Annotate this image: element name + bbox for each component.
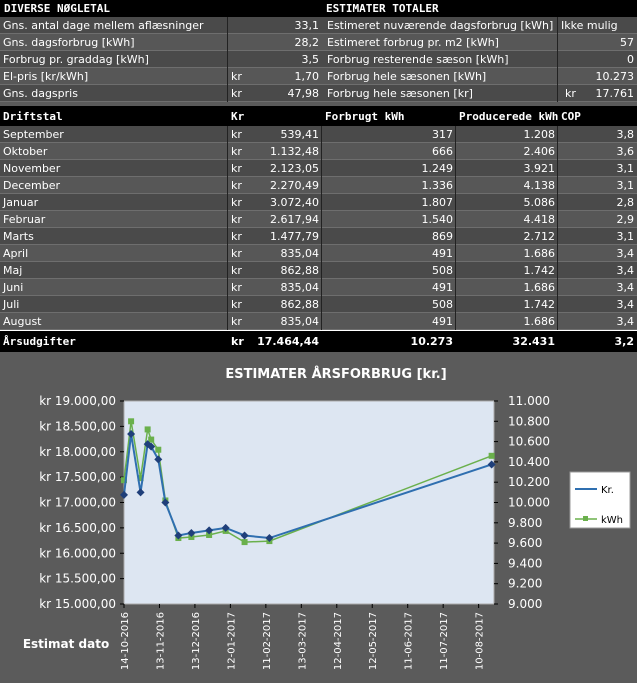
divider bbox=[227, 68, 228, 85]
divider bbox=[557, 85, 558, 102]
month-cell: Juli bbox=[3, 298, 20, 311]
divider bbox=[557, 194, 558, 211]
diverse-value: 33,1 bbox=[294, 19, 319, 32]
x-tick-label: 13-11-2016 bbox=[155, 612, 167, 671]
kwh-cell: 491 bbox=[432, 247, 453, 260]
unit-cell: kr bbox=[231, 179, 242, 192]
y-right-tick-label: 9.600 bbox=[508, 536, 543, 551]
estimater-label: Forbrug hele sæsonen [kr] bbox=[327, 87, 473, 100]
cop-cell: 3,4 bbox=[616, 281, 634, 294]
diverse-value: 28,2 bbox=[294, 36, 319, 49]
prod-cell: 4.418 bbox=[523, 213, 555, 226]
kwh-cell: 1.540 bbox=[421, 213, 453, 226]
month-cell: Maj bbox=[3, 264, 23, 277]
y-left-tick-label: kr 18.000,00 bbox=[39, 444, 116, 459]
y-right-tick-label: 10.600 bbox=[508, 434, 550, 449]
estimater-value: Ikke mulig bbox=[561, 19, 618, 32]
x-tick-label: 13-03-2017 bbox=[297, 612, 309, 671]
divider bbox=[455, 279, 456, 296]
month-cell: August bbox=[3, 315, 42, 328]
x-tick-label: 11-02-2017 bbox=[261, 612, 273, 671]
y-right-tick-label: 9.200 bbox=[508, 576, 543, 591]
divider bbox=[227, 194, 228, 211]
y-right-tick-label: 10.800 bbox=[508, 414, 550, 429]
kwh-cell: 1.336 bbox=[421, 179, 453, 192]
estimater-label: Estimeret nuværende dagsforbrug [kWh] bbox=[327, 19, 554, 32]
unit-cell: kr bbox=[231, 213, 242, 226]
divider bbox=[227, 245, 228, 262]
divider bbox=[227, 313, 228, 330]
month-cell: Februar bbox=[3, 213, 46, 226]
kr-cell: 835,04 bbox=[280, 281, 319, 294]
y-right-tick-label: 10.400 bbox=[508, 454, 550, 469]
cop-cell: 3,1 bbox=[616, 230, 634, 243]
divider bbox=[557, 17, 558, 34]
y-left-tick-label: kr 17.000,00 bbox=[39, 495, 116, 510]
kr-cell: 539,41 bbox=[280, 128, 319, 141]
estimater-label: Forbrug hele sæsonen [kWh] bbox=[327, 70, 487, 83]
cop-cell: 3,1 bbox=[616, 179, 634, 192]
table-row bbox=[0, 177, 637, 194]
month-cell: Oktober bbox=[3, 145, 48, 158]
divider bbox=[557, 279, 558, 296]
diverse-value: 47,98 bbox=[287, 87, 319, 100]
total-label: Årsudgifter bbox=[3, 335, 76, 348]
divider bbox=[227, 262, 228, 279]
divider bbox=[321, 143, 322, 160]
x-axis bbox=[120, 604, 486, 670]
divider bbox=[455, 160, 456, 177]
divider bbox=[557, 160, 558, 177]
y-left-tick-label: kr 15.500,00 bbox=[39, 571, 116, 586]
divider bbox=[321, 262, 322, 279]
legend-kwh-label: kWh bbox=[601, 515, 624, 526]
divider bbox=[321, 126, 322, 143]
kwh-cell: 869 bbox=[432, 230, 453, 243]
x-tick-label: 11-07-2017 bbox=[439, 612, 451, 671]
kwh-cell: 666 bbox=[432, 145, 453, 158]
kr-cell: 862,88 bbox=[280, 298, 319, 311]
estimater-value: 17.761 bbox=[595, 87, 634, 100]
cop-cell: 3,4 bbox=[616, 315, 634, 328]
table-row bbox=[0, 143, 637, 160]
divider bbox=[455, 296, 456, 313]
prod-cell: 3.921 bbox=[523, 162, 555, 175]
diverse-label: Gns. dagspris bbox=[3, 87, 78, 100]
diverse-row bbox=[0, 68, 322, 85]
unit-cell: kr bbox=[231, 264, 242, 277]
month-cell: November bbox=[3, 162, 61, 175]
y-left-tick-label: kr 19.000,00 bbox=[39, 394, 116, 408]
y-right-tick-label: 10.000 bbox=[508, 495, 550, 510]
prod-cell: 4.138 bbox=[523, 179, 555, 192]
table-row bbox=[0, 160, 637, 177]
estimater-row bbox=[322, 51, 637, 68]
y-left-tick-label: kr 15.000,00 bbox=[39, 597, 116, 611]
diverse-unit: kr bbox=[231, 87, 242, 100]
total-row bbox=[0, 330, 637, 352]
col-header-driftstal: Driftstal bbox=[3, 110, 63, 123]
diverse-label: Gns. antal dage mellem aflæsninger bbox=[3, 19, 204, 32]
unit-cell: kr bbox=[231, 315, 242, 328]
col-header-kr: Kr bbox=[231, 110, 245, 123]
diverse-unit bbox=[228, 34, 252, 51]
divider bbox=[227, 177, 228, 194]
divider bbox=[227, 34, 228, 51]
divider bbox=[557, 245, 558, 262]
divider bbox=[227, 126, 228, 143]
kwh-cell: 508 bbox=[432, 264, 453, 277]
kwh-cell: 1.807 bbox=[421, 196, 453, 209]
divider bbox=[455, 126, 456, 143]
unit-cell: kr bbox=[231, 281, 242, 294]
kr-cell: 835,04 bbox=[280, 315, 319, 328]
divider bbox=[321, 228, 322, 245]
diverse-label: Forbrug pr. graddag [kWh] bbox=[3, 53, 149, 66]
diverse-unit bbox=[228, 17, 252, 34]
prod-cell: 5.086 bbox=[523, 196, 555, 209]
unit-cell: kr bbox=[231, 230, 242, 243]
divider bbox=[557, 143, 558, 160]
divider bbox=[557, 126, 558, 143]
kr-cell: 2.270,49 bbox=[270, 179, 319, 192]
cop-cell: 2,8 bbox=[616, 196, 634, 209]
month-cell: December bbox=[3, 179, 61, 192]
divider bbox=[227, 296, 228, 313]
month-cell: Januar bbox=[3, 196, 39, 209]
unit-cell: kr bbox=[231, 128, 242, 141]
diverse-label: Gns. dagsforbrug [kWh] bbox=[3, 36, 135, 49]
estimater-unit: kr bbox=[565, 87, 576, 100]
month-cell: September bbox=[3, 128, 64, 141]
total-prod: 32.431 bbox=[512, 335, 555, 348]
x-tick-label: 14-10-2016 bbox=[120, 612, 131, 671]
unit-cell: kr bbox=[231, 298, 242, 311]
x-tick-label: 11-06-2017 bbox=[403, 612, 415, 671]
series-kwh-point bbox=[145, 426, 151, 432]
kr-cell: 862,88 bbox=[280, 264, 319, 277]
diverse-unit: kr bbox=[231, 70, 242, 83]
cop-cell: 3,4 bbox=[616, 247, 634, 260]
kr-cell: 835,04 bbox=[280, 247, 319, 260]
divider bbox=[227, 228, 228, 245]
diverse-header: DIVERSE NØGLETAL bbox=[0, 0, 322, 17]
table-row bbox=[0, 211, 637, 228]
divider bbox=[455, 194, 456, 211]
kwh-cell: 491 bbox=[432, 315, 453, 328]
table-row bbox=[0, 245, 637, 262]
diverse-unit bbox=[228, 51, 252, 68]
prod-cell: 2.406 bbox=[523, 145, 555, 158]
divider bbox=[321, 177, 322, 194]
prod-cell: 1.742 bbox=[523, 264, 555, 277]
divider bbox=[557, 296, 558, 313]
series-kwh-point bbox=[242, 539, 248, 545]
kr-cell: 1.477,79 bbox=[270, 230, 319, 243]
divider bbox=[455, 245, 456, 262]
table-row bbox=[0, 194, 637, 211]
estimater-row bbox=[322, 85, 637, 102]
divider bbox=[227, 85, 228, 102]
table-row bbox=[0, 296, 637, 313]
x-tick-label: 10-08-2017 bbox=[474, 612, 486, 671]
x-tick-label: 12-04-2017 bbox=[332, 612, 344, 671]
prod-cell: 1.686 bbox=[523, 315, 555, 328]
divider bbox=[321, 211, 322, 228]
total-kwh: 10.273 bbox=[410, 335, 453, 348]
series-kwh-point bbox=[489, 453, 495, 459]
y-right-tick-label: 9.000 bbox=[508, 597, 543, 611]
prod-cell: 1.686 bbox=[523, 281, 555, 294]
divider bbox=[321, 245, 322, 262]
divider bbox=[557, 177, 558, 194]
table-row bbox=[0, 228, 637, 245]
unit-cell: kr bbox=[231, 196, 242, 209]
estimater-header: ESTIMATER TOTALER bbox=[322, 0, 637, 17]
chart-svg bbox=[0, 352, 637, 680]
estimater-label: Estimeret forbrug pr. m2 [kWh] bbox=[327, 36, 499, 49]
y-right-axis bbox=[494, 394, 550, 611]
y-right-tick-label: 11.000 bbox=[508, 394, 550, 408]
month-cell: April bbox=[3, 247, 29, 260]
diverse-label: El-pris [kr/kWh] bbox=[3, 70, 89, 83]
divider bbox=[321, 160, 322, 177]
series-kwh-point bbox=[128, 418, 134, 424]
kwh-cell: 317 bbox=[432, 128, 453, 141]
legend-kr-label: Kr. bbox=[601, 485, 614, 496]
y-right-tick-label: 9.800 bbox=[508, 515, 543, 530]
estimater-value: 10.273 bbox=[595, 70, 634, 83]
table-row bbox=[0, 262, 637, 279]
unit-cell: kr bbox=[231, 162, 242, 175]
x-tick-label: 12-01-2017 bbox=[226, 612, 238, 671]
table-row bbox=[0, 279, 637, 296]
kr-cell: 1.132,48 bbox=[270, 145, 319, 158]
diverse-row bbox=[0, 85, 322, 102]
diverse-value: 1,70 bbox=[294, 70, 319, 83]
estimater-value: 57 bbox=[620, 36, 634, 49]
month-cell: Juni bbox=[3, 281, 24, 294]
divider bbox=[557, 211, 558, 228]
divider bbox=[557, 51, 558, 68]
unit-cell: kr bbox=[231, 247, 242, 260]
unit-cell: kr bbox=[231, 145, 242, 158]
diverse-row bbox=[0, 51, 322, 68]
divider bbox=[455, 262, 456, 279]
table-row bbox=[0, 313, 637, 330]
kwh-cell: 508 bbox=[432, 298, 453, 311]
cop-cell: 2,9 bbox=[616, 213, 634, 226]
total-kr: 17.464,44 bbox=[257, 335, 319, 348]
divider bbox=[321, 279, 322, 296]
prod-cell: 2.712 bbox=[523, 230, 555, 243]
estimater-row bbox=[322, 68, 637, 85]
y-left-tick-label: kr 17.500,00 bbox=[39, 470, 116, 485]
divider bbox=[557, 34, 558, 51]
kr-cell: 3.072,40 bbox=[270, 196, 319, 209]
x-tick-label: 13-12-2016 bbox=[190, 612, 202, 671]
y-left-tick-label: kr 16.000,00 bbox=[39, 546, 116, 561]
table-row bbox=[0, 126, 637, 143]
kwh-cell: 491 bbox=[432, 281, 453, 294]
cop-cell: 3,4 bbox=[616, 264, 634, 277]
y-left-tick-label: kr 18.500,00 bbox=[39, 419, 116, 434]
diverse-row bbox=[0, 34, 322, 51]
divider bbox=[557, 313, 558, 330]
total-cop: 3,2 bbox=[614, 335, 634, 348]
legend-kwh-marker bbox=[583, 516, 588, 521]
estimater-row bbox=[322, 17, 637, 34]
diverse-value: 3,5 bbox=[301, 53, 319, 66]
prod-cell: 1.686 bbox=[523, 247, 555, 260]
y-left-axis bbox=[39, 394, 124, 611]
x-tick-label: 12-05-2017 bbox=[368, 612, 380, 671]
cop-cell: 3,8 bbox=[616, 128, 634, 141]
divider bbox=[455, 228, 456, 245]
cop-cell: 3,1 bbox=[616, 162, 634, 175]
series-kwh-point bbox=[155, 447, 161, 453]
divider bbox=[557, 228, 558, 245]
col-header-forbrugt: Forbrugt kWh bbox=[325, 110, 405, 123]
estimater-value: 0 bbox=[627, 53, 634, 66]
col-header-cop: COP bbox=[561, 110, 581, 123]
divider bbox=[455, 211, 456, 228]
prod-cell: 1.742 bbox=[523, 298, 555, 311]
divider bbox=[455, 313, 456, 330]
month-cell: Marts bbox=[3, 230, 34, 243]
diverse-row bbox=[0, 17, 322, 34]
kwh-cell: 1.249 bbox=[421, 162, 453, 175]
y-left-tick-label: kr 16.500,00 bbox=[39, 520, 116, 535]
kr-cell: 2.617,94 bbox=[270, 213, 319, 226]
chart-title: ESTIMATER ÅRSFORBRUG [kr.] bbox=[225, 367, 447, 382]
divider bbox=[227, 51, 228, 68]
estimater-row bbox=[322, 34, 637, 51]
total-unit: kr bbox=[231, 335, 244, 348]
chart-area bbox=[0, 352, 637, 680]
plot-area bbox=[124, 401, 494, 604]
driftstal-header-row bbox=[0, 106, 637, 126]
divider bbox=[557, 68, 558, 85]
col-header-produceret: Producerede kWh bbox=[459, 110, 558, 123]
kr-cell: 2.123,05 bbox=[270, 162, 319, 175]
y-right-tick-label: 9.400 bbox=[508, 556, 543, 571]
divider bbox=[227, 160, 228, 177]
divider bbox=[455, 143, 456, 160]
divider bbox=[557, 262, 558, 279]
cop-cell: 3,6 bbox=[616, 145, 634, 158]
divider bbox=[321, 296, 322, 313]
divider bbox=[227, 211, 228, 228]
prod-cell: 1.208 bbox=[523, 128, 555, 141]
x-axis-label: Estimat dato bbox=[22, 637, 110, 651]
y-right-tick-label: 10.200 bbox=[508, 475, 550, 490]
divider bbox=[321, 194, 322, 211]
divider bbox=[227, 17, 228, 34]
divider bbox=[227, 143, 228, 160]
divider bbox=[227, 279, 228, 296]
cop-cell: 3,4 bbox=[616, 298, 634, 311]
divider bbox=[455, 177, 456, 194]
estimater-label: Forbrug resterende sæson [kWh] bbox=[327, 53, 509, 66]
divider bbox=[321, 313, 322, 330]
